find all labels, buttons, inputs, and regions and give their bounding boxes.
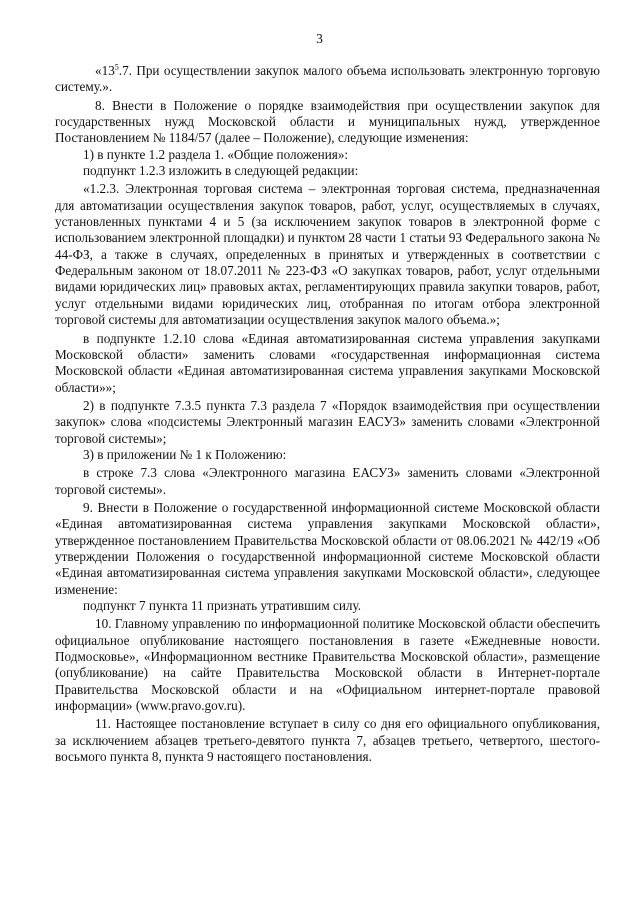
paragraph-item-10: 10. Главному управлению по информационной политике Московской области обеспечить официальное опубликование настоящего постановления в газете «Ежедневные новости. Подмосковье», «Информационном вестнике Правительства Московской области», размещение (опубликование) на сайте Правительства Московской области в Интернет-портале Правительства Московской области и на «Официальном интернет-портале правовой информации» (www.pravo.gov.ru). [55, 616, 600, 714]
paragraph-item-9: 9. Внести в Положение о государственной информационной системе Московской области «Единая автоматизированная система управления закупками Московской области», утвержденное постановлением Правительства Московской области от 08.06.2021 № 442/19 «Об утверждении Положения о государственной информационной системе Московской области «Единая автоматизированная система управления закупками Московской области», следующее изменение: [55, 499, 600, 597]
document-body [55, 63, 600, 765]
paragraph-item-8: 8. Внести в Положение о порядке взаимодействия при осуществлении закупок для государственных нужд Московской области и муниципальных нужд, утвержденное Постановлением № 1184/57 (далее – Положение), следующие изменения: [55, 97, 600, 146]
paragraph-13-5-7 [55, 63, 600, 96]
superscript-5: 5 [114, 62, 119, 72]
paragraph-13-5-7-rest: .7. При осуществлении закупок малого объема использовать электронную торговую систему.». [55, 63, 600, 95]
paragraph-subitem-1-2-10: в подпункте 1.2.10 слова «Единая автоматизированная система управления закупками Московской области» заменить словами «государственная информационная система Московской области «Единая автоматизированная система управления закупками Московской области»»; [55, 330, 600, 395]
paragraph-item-11: 11. Настоящее постановление вступает в силу со дня его официального опубликования, за исключением абзацев третьего-девятого пункта 7, абзацев третьего, четвертого, шестого-восьмого пункта 8, пункта 9 настоящего постановления. [55, 716, 600, 765]
paragraph-13-5-7-start: «13 [95, 63, 115, 78]
page-number: 3 [316, 31, 323, 46]
paragraph-subitem-3: 3) в приложении № 1 к Положению: [83, 446, 287, 462]
paragraph-subitem-1-2-3-intro: подпункт 1.2.3 изложить в следующей редакции: [83, 163, 359, 179]
paragraph-subitem-7-11: подпункт 7 пункта 11 признать утратившим силу. [83, 598, 362, 613]
paragraph-definition-1-2-3: «1.2.3. Электронная торговая система – электронная торговая система, предназначенная для автоматизации осуществления закупок товаров, работ, услуг, осуществляемых в случаях, установленных пунктами 4 и 5 (за исключением закупок товаров в электронной форме с использованием электронной площадки) и пунктом 28 части 1 статьи 93 Федерального закона № 44-ФЗ, а также в случаях, определенных в принятых и утвержденных в соответствии с Федеральным законом от 18.07.2011 № 223-ФЗ «О закупках товаров, работ, услуг отдельными видами юридических лиц» правовых актах, регламентирующих правила закупки товаров, работ, услуг отдельными видами юридических лиц, отобранная по итогам отбора электронной торговой системы для автоматизации осуществления закупок малого объема.»; [55, 181, 600, 328]
paragraph-subitem-2: 2) в подпункте 7.3.5 пункта 7.3 раздела 7 «Порядок взаимодействия при осуществлении закупок» слова «подсистемы Электронный магазин ЕАСУЗ» заменить словами «Электронной торговой системы»; [55, 397, 600, 446]
paragraph-row-7-3: в строке 7.3 слова «Электронного магазина ЕАСУЗ» заменить словами «Электронной торговой системы». [55, 465, 600, 497]
paragraph-subitem-1: 1) в пункте 1.2 раздела 1. «Общие положения»: [83, 146, 349, 162]
